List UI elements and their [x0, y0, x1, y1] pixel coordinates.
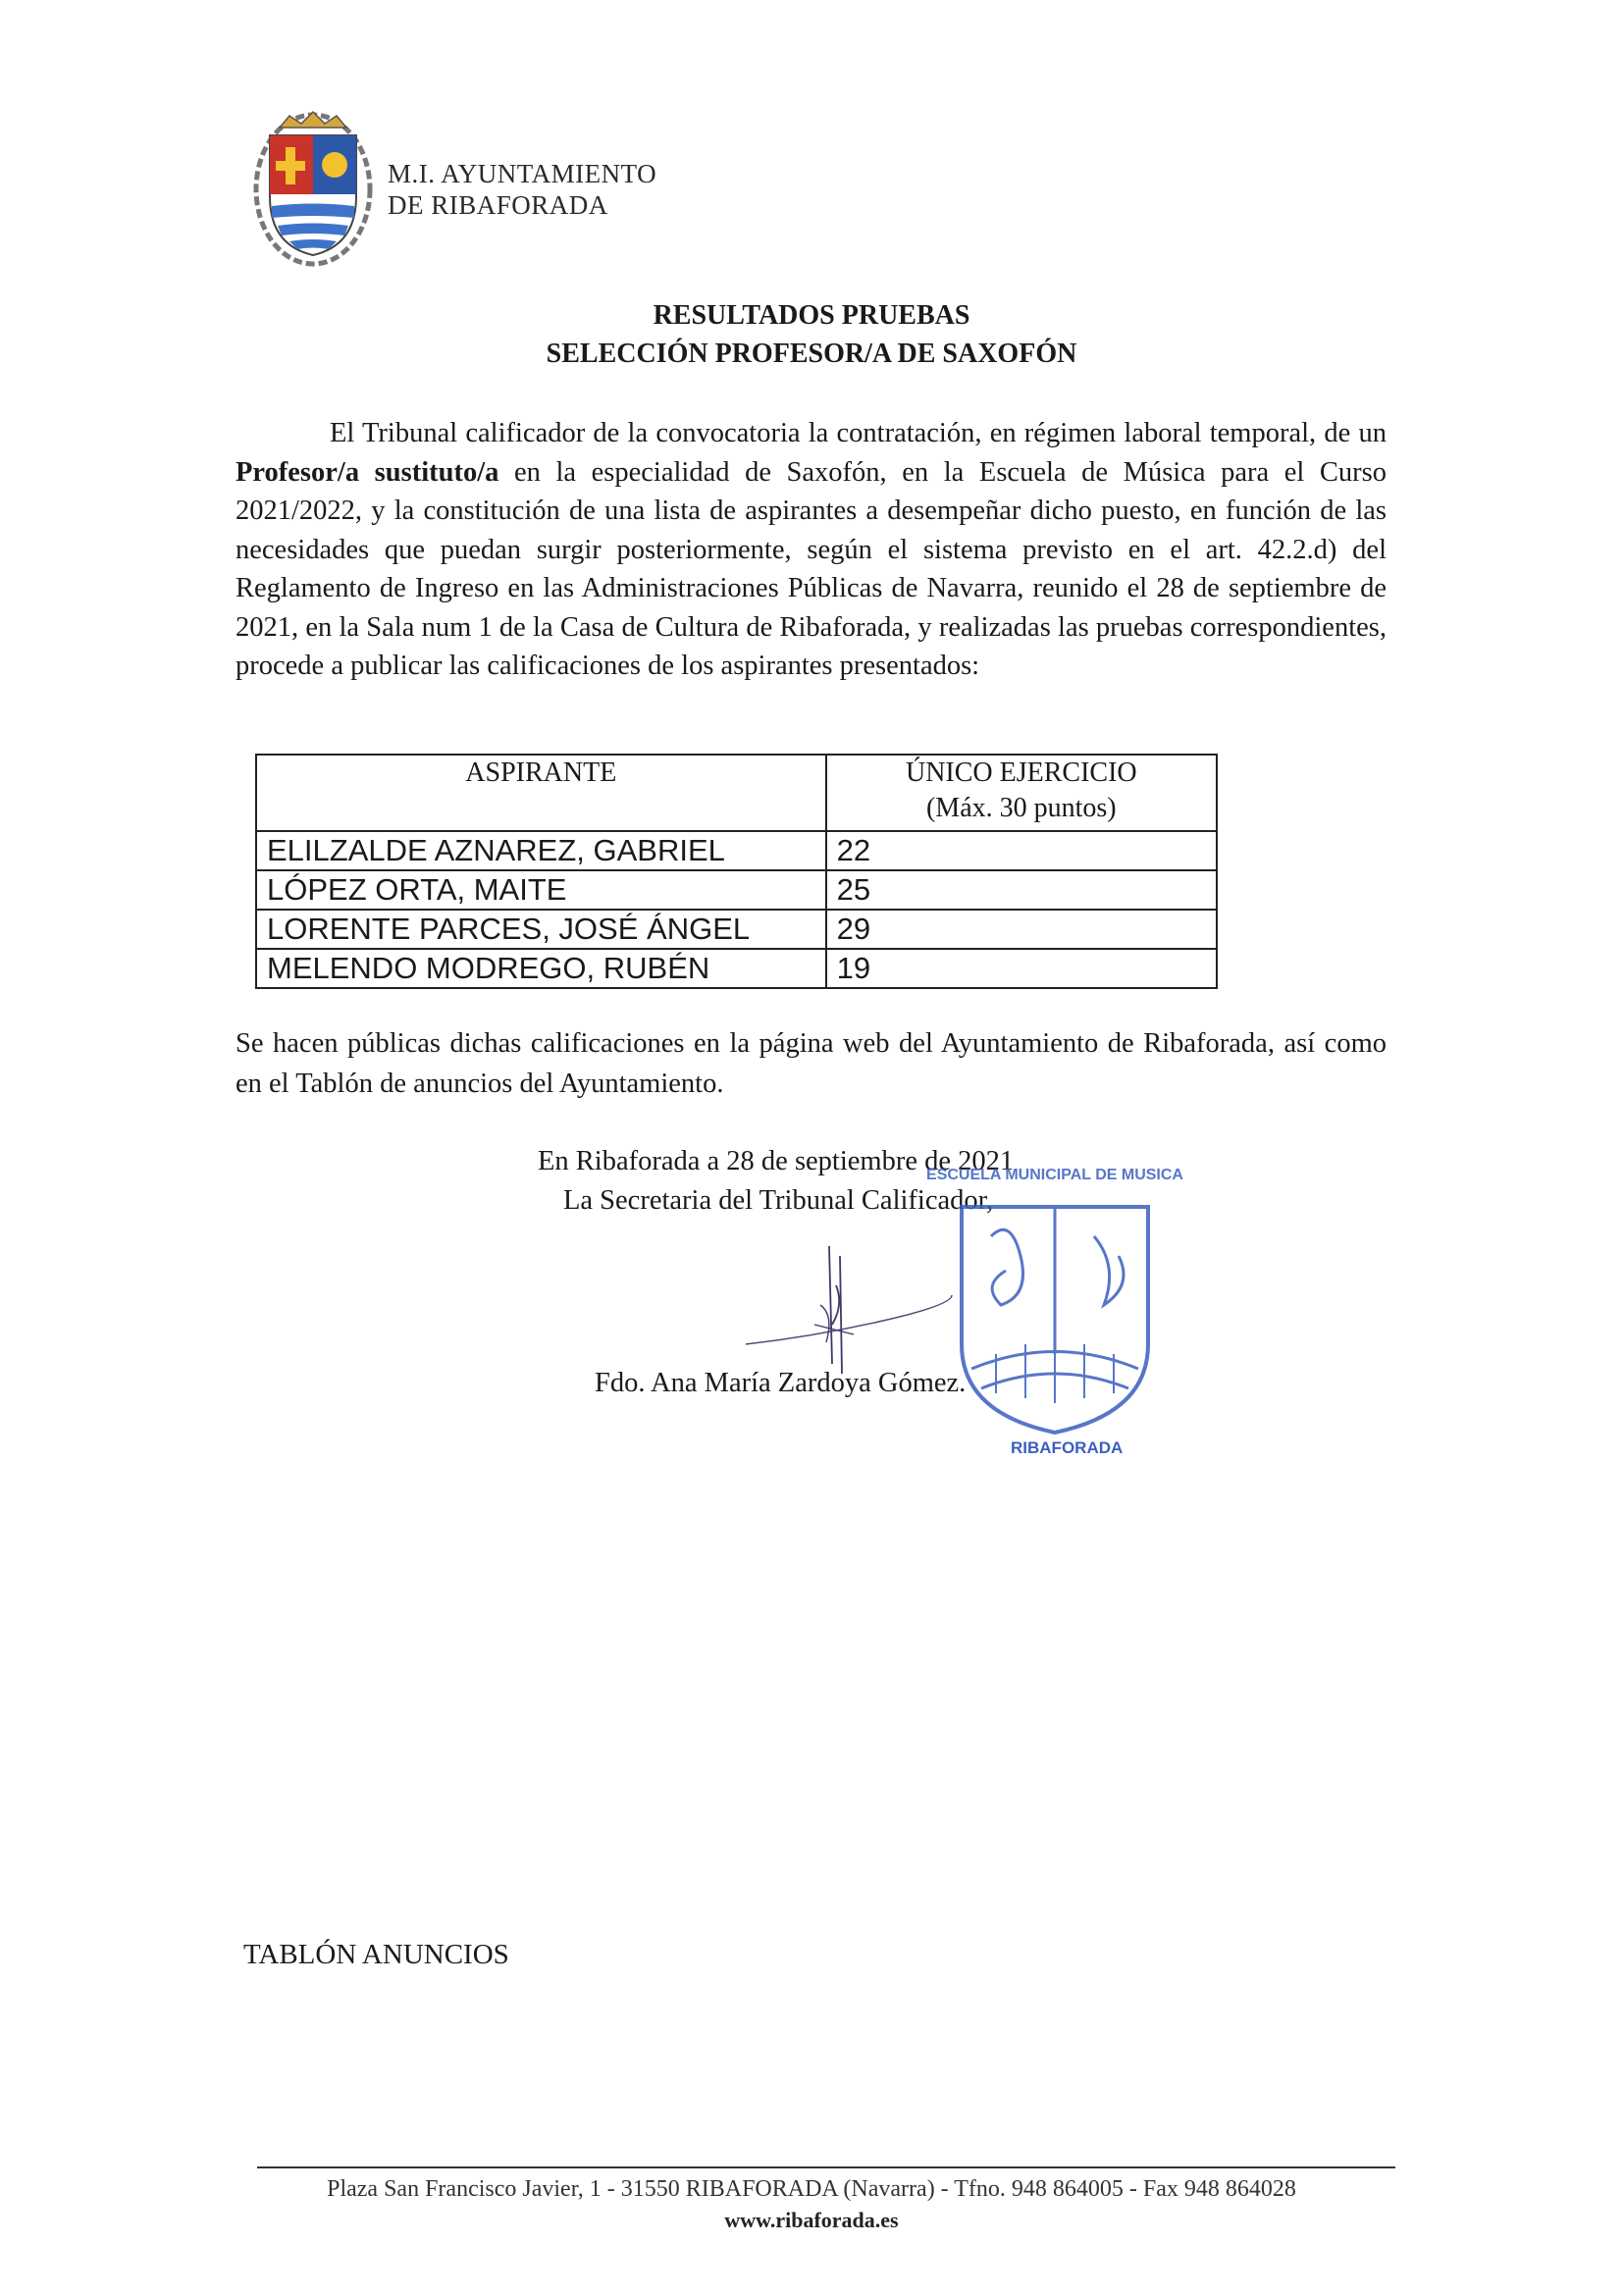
coat-of-arms-icon [250, 108, 376, 271]
official-stamp-icon [922, 1158, 1187, 1452]
intro-text-2: en la especialidad de Saxofón, en la Escuela de Música para el Curso 2021/2022, y la constitución de una lista de aspirantes a desempeñar dicho puesto, en función de las necesidades que puedan surgir posteriormente, según el sistema previsto en el art. 42.2.d) del Reglamento de Ingreso en las Administraciones Públicas de Navarra, reunido el 28 de septiembre de 2021, en la Sala num 1 de la Casa de Cultura de Ribaforada, y realizadas las pruebas correspondientes, procede a publicar las calificaciones de los aspirantes presentados: [236, 456, 1387, 681]
document-title [0, 296, 1623, 373]
column-header-candidate: ASPIRANTE [256, 755, 826, 831]
letterhead [250, 108, 656, 271]
table-header-row [256, 755, 1217, 831]
table-row [256, 910, 1217, 949]
column-header-score: ÚNICO EJERCICIO (Máx. 30 puntos) [826, 755, 1217, 831]
notice-board-label: TABLÓN ANUNCIOS [243, 1939, 509, 1970]
title-line-2: SELECCIÓN PROFESOR/A DE SAXOFÓN [546, 339, 1077, 369]
stamp-text-bottom: RIBAFORADA [1011, 1438, 1124, 1457]
organization-name [388, 158, 656, 221]
candidate-score: 25 [826, 870, 1217, 910]
candidate-score: 22 [826, 831, 1217, 870]
results-table [255, 754, 1218, 989]
intro-text-1: El Tribunal calificador de la convocatoria la contratación, en régimen laboral temporal, de un [330, 418, 1387, 448]
candidate-score: 29 [826, 910, 1217, 949]
footer-address: Plaza San Francisco Javier, 1 - 31550 RIBAFORADA (Navarra) - Tfno. 948 864005 - Fax 948 864028 [327, 2176, 1296, 2202]
org-line-2: DE RIBAFORADA [388, 190, 608, 220]
org-line-1: M.I. AYUNTAMIENTO [388, 159, 657, 188]
candidate-name: LORENTE PARCES, JOSÉ ÁNGEL [256, 910, 826, 949]
footer-divider [257, 2166, 1395, 2168]
candidate-name: MELENDO MODREGO, RUBÉN [256, 949, 826, 988]
table-row [256, 949, 1217, 988]
candidate-name: LÓPEZ ORTA, MAITE [256, 870, 826, 910]
place-date: En Ribaforada a 28 de septiembre de 2021 [538, 1146, 1015, 1176]
intro-paragraph [236, 414, 1387, 686]
footer-website: www.ribaforada.es [724, 2208, 899, 2232]
table-row [256, 870, 1217, 910]
candidate-score: 19 [826, 949, 1217, 988]
signed-by: Fdo. Ana María Zardoya Gómez. [595, 1368, 967, 1398]
table-row [256, 831, 1217, 870]
candidate-name: ELILZALDE AZNAREZ, GABRIEL [256, 831, 826, 870]
signer-role: La Secretaria del Tribunal Calificador, [563, 1185, 994, 1216]
intro-bold-position: Profesor/a sustituto/a [236, 456, 499, 488]
closing-paragraph: Se hacen públicas dichas calificaciones en la página web del Ayuntamiento de Ribaforada, así como en el Tablón de anuncios del Ayuntamiento. [236, 1028, 1387, 1099]
title-line-1: RESULTADOS PRUEBAS [653, 300, 970, 331]
stamp-text-top: ESCUELA MUNICIPAL DE MUSICA [926, 1167, 1183, 1183]
